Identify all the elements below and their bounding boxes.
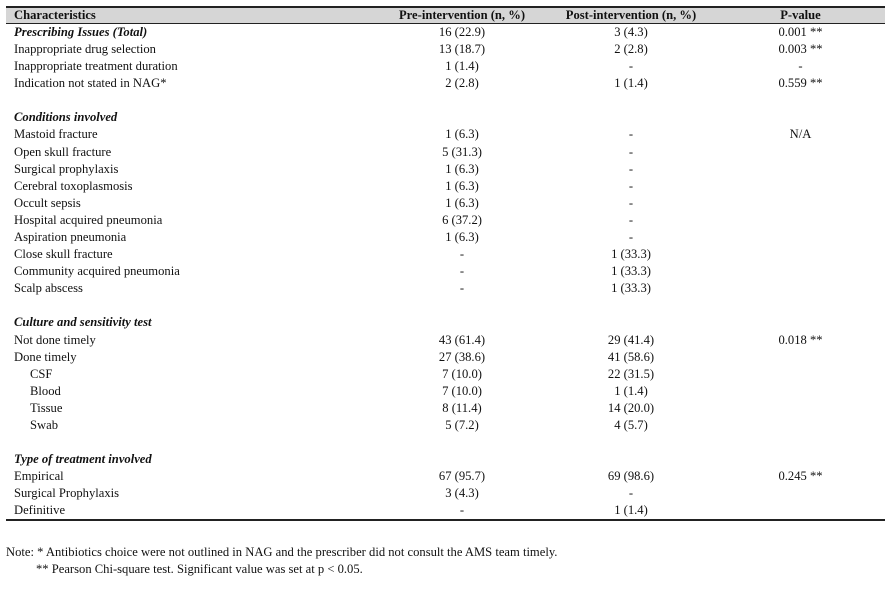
p-value: N/A [789, 127, 812, 142]
pre-intervention-value: - [459, 247, 465, 262]
pre-intervention-value: 43 (61.4) [438, 332, 486, 347]
section-heading-row [6, 314, 885, 331]
header-pre-intervention: Pre-intervention (n, %) [378, 7, 546, 24]
pre-intervention-value: 13 (18.7) [438, 42, 486, 57]
post-intervention-value: - [628, 178, 634, 193]
row-label: Hospital acquired pneumonia [14, 212, 163, 227]
row-label: Swab [30, 417, 58, 432]
table-row [6, 212, 885, 229]
table-subrow [6, 366, 885, 383]
table-row [6, 126, 885, 143]
section-heading: Culture and sensitivity test [14, 315, 152, 330]
p-value [716, 212, 885, 229]
pre-intervention-value: 5 (7.2) [445, 417, 479, 432]
table-subrow [6, 383, 885, 400]
table-row [6, 468, 885, 485]
table-row [6, 75, 885, 92]
table-row [6, 58, 885, 75]
row-label: Open skull fracture [14, 144, 112, 159]
pre-intervention-value: 1 (6.3) [445, 178, 479, 193]
pre-intervention-value: - [378, 502, 546, 520]
p-value [716, 366, 885, 383]
p-value [716, 383, 885, 400]
pre-intervention-value: - [459, 281, 465, 296]
spacer-row [6, 297, 885, 314]
post-intervention-value: 22 (31.5) [607, 366, 655, 381]
table-container [6, 6, 885, 521]
section-heading: Conditions involved [14, 110, 118, 125]
row-label: Community acquired pneumonia [14, 264, 180, 279]
post-intervention-value: 3 (4.3) [614, 25, 648, 39]
post-intervention-value: 1 (1.4) [614, 383, 648, 398]
row-label: Prescribing Issues (Total) [14, 25, 148, 39]
spacer-row [6, 92, 885, 109]
post-intervention-value: 69 (98.6) [607, 469, 655, 484]
table-row [6, 178, 885, 195]
row-label: Surgical Prophylaxis [14, 486, 120, 501]
post-intervention-value: - [628, 144, 634, 159]
table-row [6, 195, 885, 212]
table-note-1: Note: * Antibiotics choice were not outlined in NAG and the prescriber did not consult the AMS team timely. [6, 545, 558, 559]
table-body [6, 24, 885, 521]
results-table [6, 6, 885, 521]
post-intervention-value: - [628, 59, 634, 74]
pre-intervention-value: 8 (11.4) [442, 400, 482, 415]
post-intervention-value: 4 (5.7) [614, 417, 648, 432]
pre-intervention-value: 3 (4.3) [445, 486, 479, 501]
table-row [6, 161, 885, 178]
post-intervention-value: 1 (1.4) [614, 76, 648, 91]
section-heading-row [6, 109, 885, 126]
post-intervention-value: 41 (58.6) [607, 349, 655, 364]
row-label: Scalp abscess [14, 281, 83, 296]
p-value: 0.245 ** [778, 469, 823, 484]
pre-intervention-value: 1 (1.4) [445, 59, 479, 74]
p-value: 0.001 ** [778, 25, 823, 39]
spacer-cell [6, 92, 885, 109]
pre-intervention-value: 7 (10.0) [442, 366, 482, 381]
p-value [716, 349, 885, 366]
p-value [716, 502, 885, 520]
row-label: Done timely [14, 349, 77, 364]
table-row [6, 502, 885, 520]
p-value [716, 263, 885, 280]
header-p-value: P-value [716, 7, 885, 24]
row-label: Inappropriate treatment duration [14, 59, 178, 74]
post-intervention-value: - [628, 212, 634, 227]
row-label: Blood [30, 383, 61, 398]
section-heading: Type of treatment involved [14, 452, 152, 467]
table-row [6, 246, 885, 263]
p-value [716, 280, 885, 297]
table-row [6, 263, 885, 280]
spacer-cell [6, 297, 885, 314]
post-intervention-value: - [628, 230, 634, 245]
row-label: Occult sepsis [14, 195, 81, 210]
pre-intervention-value: 1 (6.3) [445, 161, 479, 176]
table-row [6, 332, 885, 349]
table-row [6, 144, 885, 161]
pre-intervention-value: 1 (6.3) [445, 195, 479, 210]
p-value [716, 246, 885, 263]
row-label: Definitive [6, 502, 378, 520]
pre-intervention-value: 16 (22.9) [438, 25, 486, 39]
row-label: Close skull fracture [14, 247, 113, 262]
table-subrow [6, 417, 885, 434]
row-label: Inappropriate drug selection [14, 42, 156, 57]
p-value [716, 417, 885, 434]
header-post-intervention: Post-intervention (n, %) [546, 7, 716, 24]
post-intervention-value: - [628, 195, 634, 210]
post-intervention-value: - [628, 161, 634, 176]
row-label: Aspiration pneumonia [14, 230, 127, 245]
section-heading-row [6, 451, 885, 468]
header-row [6, 7, 885, 24]
p-value: 0.018 ** [778, 332, 823, 347]
pre-intervention-value: 67 (95.7) [438, 469, 486, 484]
pre-intervention-value: 5 (31.3) [442, 144, 482, 159]
table-header [6, 7, 885, 24]
table-row [6, 485, 885, 502]
post-intervention-value: 1 (33.3) [611, 247, 651, 262]
row-label: Cerebral toxoplasmosis [14, 178, 133, 193]
table-subrow [6, 400, 885, 417]
post-intervention-value: 29 (41.4) [607, 332, 655, 347]
table-row [6, 280, 885, 297]
post-intervention-value: - [628, 127, 634, 142]
p-value [716, 161, 885, 178]
row-label: Not done timely [14, 332, 96, 347]
row-label: Indication not stated in NAG* [14, 76, 167, 91]
p-value [716, 195, 885, 212]
p-value [716, 229, 885, 246]
pre-intervention-value: 27 (38.6) [438, 349, 486, 364]
row-label: Surgical prophylaxis [14, 161, 119, 176]
p-value [716, 400, 885, 417]
row-label: Mastoid fracture [14, 127, 98, 142]
pre-intervention-value: 2 (2.8) [445, 76, 479, 91]
post-intervention-value: 1 (33.3) [611, 281, 651, 296]
post-intervention-value: 1 (1.4) [546, 502, 716, 520]
spacer-row [6, 434, 885, 451]
pre-intervention-value: 7 (10.0) [442, 383, 482, 398]
post-intervention-value: 2 (2.8) [614, 42, 648, 57]
table-row [6, 349, 885, 366]
table-row [6, 24, 885, 42]
row-label: CSF [30, 366, 53, 381]
post-intervention-value: - [628, 486, 634, 501]
p-value: 0.559 ** [778, 76, 823, 91]
row-label: Empirical [14, 469, 64, 484]
spacer-cell [6, 434, 885, 451]
post-intervention-value: 14 (20.0) [607, 400, 655, 415]
pre-intervention-value: 6 (37.2) [442, 212, 482, 227]
row-label: Tissue [30, 400, 63, 415]
p-value [716, 178, 885, 195]
p-value: 0.003 ** [778, 42, 823, 57]
pre-intervention-value: - [459, 264, 465, 279]
post-intervention-value: 1 (33.3) [611, 264, 651, 279]
pre-intervention-value: 1 (6.3) [445, 127, 479, 142]
header-characteristics: Characteristics [6, 7, 378, 24]
table-row [6, 229, 885, 246]
table-note-2: ** Pearson Chi-square test. Significant value was set at p < 0.05. [36, 562, 363, 576]
p-value [716, 485, 885, 502]
table-row [6, 41, 885, 58]
pre-intervention-value: 1 (6.3) [445, 230, 479, 245]
p-value: - [798, 59, 803, 74]
p-value [716, 144, 885, 161]
